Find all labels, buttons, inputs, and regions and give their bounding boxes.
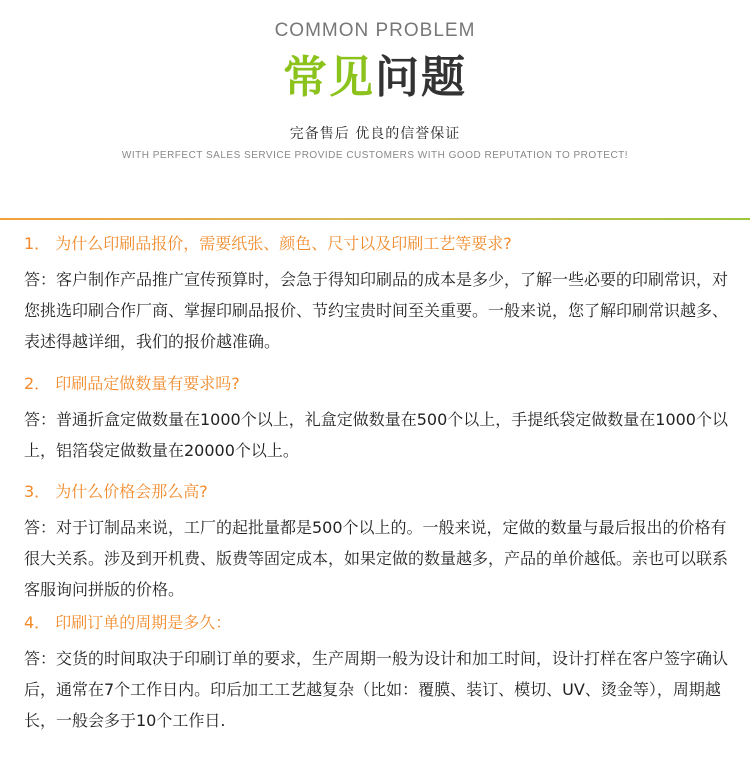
faq-answer: 答：客户制作产品推广宣传预算时，会急于得知印刷品的成本是多少，了解一些必要的印刷常识，对您挑选印刷合作厂商、掌握印刷品报价、节约宝贵时间至关重要。一般来说，您了解印刷常识越多、表述得越详细，我们的报价越准确。 bbox=[24, 270, 729, 351]
faq-question: 1． 为什么印刷品报价，需要纸张、颜色、尺寸以及印刷工艺等要求? bbox=[24, 234, 512, 253]
faq-item-4 bbox=[24, 611, 730, 736]
faq-item-3 bbox=[24, 480, 730, 605]
title-green-part: 常见 bbox=[283, 52, 375, 103]
faq-answer: 答：交货的时间取决于印刷订单的要求，生产周期一般为设计和加工时间，设计打样在客户签字确认后，通常在7个工作日内。印后加工工艺越复杂（比如：覆膜、装订、模切、UV、烫金等），周期越长，一般会多于10个工作日. bbox=[24, 649, 729, 730]
subtitle: 完备售后 优良的信誉保证 bbox=[289, 126, 461, 142]
faq-answer: 答：对于订制品来说，工厂的起批量都是500个以上的。一般来说，定做的数量与最后报出的价格有很大关系。涉及到开机费、版费等固定成本，如果定做的数量越多，产品的单价越低。亲也可以联系客服询问拼版的价格。 bbox=[24, 518, 729, 599]
faq-answer: 答：普通折盒定做数量在1000个以上，礼盒定做数量在500个以上，手提纸袋定做数量在1000个以上，铝箔袋定做数量在20000个以上。 bbox=[24, 410, 728, 460]
faq-item-1 bbox=[24, 232, 730, 357]
faq-question: 3． 为什么价格会那么高? bbox=[24, 482, 208, 501]
faq-question: 4． 印刷订单的周期是多久： bbox=[24, 613, 232, 632]
faq-item-2 bbox=[24, 372, 730, 466]
header-divider bbox=[0, 218, 750, 220]
page-header bbox=[0, 0, 750, 220]
page-title bbox=[0, 52, 750, 104]
faq-question: 2． 印刷品定做数量有要求吗? bbox=[24, 374, 240, 393]
english-title: COMMON PROBLEM bbox=[274, 20, 476, 41]
subtitle-english: WITH PERFECT SALES SERVICE PROVIDE CUSTOMERS WITH GOOD REPUTATION TO PROTECT! bbox=[121, 150, 629, 161]
title-gray-part: 问题 bbox=[375, 52, 467, 103]
